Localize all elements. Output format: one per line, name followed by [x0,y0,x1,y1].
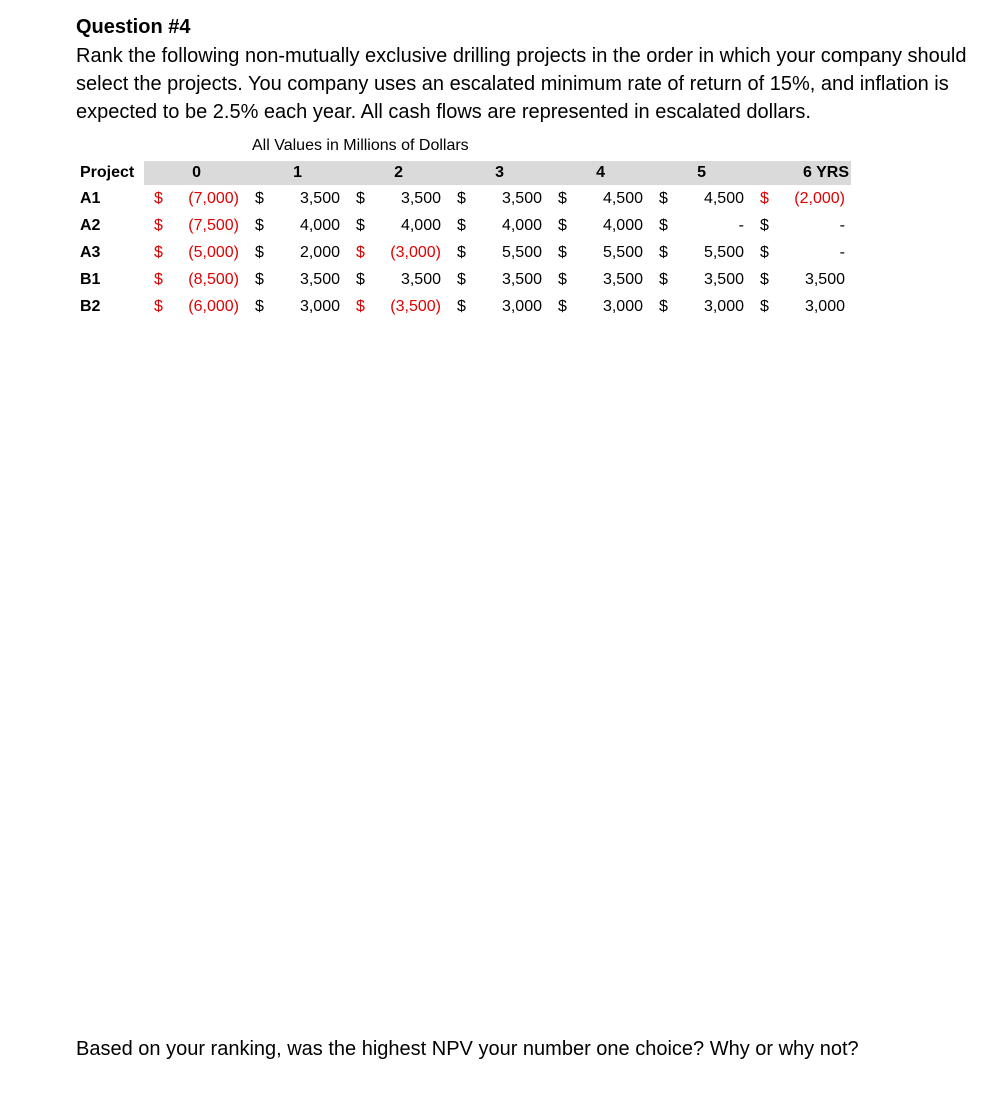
cash-flow-cell [649,239,750,266]
project-id: A3 [80,243,101,261]
header-year-0: 0 [144,161,245,185]
currency-symbol: $ [457,189,466,207]
currency-symbol: $ [154,270,163,288]
cash-flow-cell [548,266,649,293]
currency-symbol: $ [154,216,163,234]
cash-flow-value: (5,000) [188,243,239,261]
project-id: B1 [80,270,101,288]
header-year-1: 1 [245,161,346,185]
currency-symbol: $ [457,270,466,288]
cash-flow-value: (3,000) [390,243,441,261]
cash-flow-cell [750,293,851,320]
currency-symbol: $ [659,216,668,234]
currency-symbol: $ [356,297,365,315]
cash-flow-value: 4,500 [602,189,643,207]
currency-symbol: $ [356,243,365,261]
currency-symbol: $ [760,243,769,261]
question-body: Rank the following non-mutually exclusive drilling projects in the order in which your company should select the projects. You company uses an escalated minimum rate of return of 15%, and inflation is expected to be 2.5% each year. All cash flows are represented in escalated dollars. [76,45,967,123]
currency-symbol: $ [255,216,264,234]
currency-symbol: $ [154,243,163,261]
cash-flow-cell [245,293,346,320]
cash-flow-value: - [839,216,845,234]
table-body [80,185,851,320]
header-year-6: 6 YRS [750,161,851,185]
cash-flow-value: (7,000) [188,189,239,207]
cash-flow-cell [750,239,851,266]
cash-flow-cell [245,212,346,239]
followup-question: Based on your ranking, was the highest NPV your number one choice? Why or why not? [76,1038,859,1060]
cash-flow-value: 3,500 [400,270,441,288]
header-year-5: 5 [649,161,750,185]
table-row [80,266,851,293]
cash-flow-cell [750,185,851,212]
cash-flow-cell [649,185,750,212]
cash-flow-cell [649,293,750,320]
cash-flow-cell [144,239,245,266]
cash-flow-value: 3,500 [400,189,441,207]
currency-symbol: $ [154,297,163,315]
cash-flow-cell [245,266,346,293]
cash-flow-value: (2,000) [794,189,845,207]
cash-flow-table [80,161,851,320]
cash-flow-value: 4,000 [400,216,441,234]
cash-flow-cell [144,293,245,320]
cash-flow-cell [447,185,548,212]
currency-symbol: $ [457,243,466,261]
cash-flow-value: 3,000 [602,297,643,315]
header-year-3: 3 [447,161,548,185]
currency-symbol: $ [558,297,567,315]
cash-flow-value: 5,500 [703,243,744,261]
cash-flow-cell [548,293,649,320]
cash-flow-cell [144,185,245,212]
cash-flow-value: (8,500) [188,270,239,288]
table-row [80,212,851,239]
cash-flow-value: 3,000 [501,297,542,315]
cash-flow-cell [750,266,851,293]
units-label: All Values in Millions of Dollars [252,137,469,154]
cash-flow-cell [447,266,548,293]
cash-flow-value: 3,000 [299,297,340,315]
currency-symbol: $ [558,243,567,261]
cash-flow-value: 4,000 [602,216,643,234]
cash-flow-cell [245,239,346,266]
cash-flow-cell [245,185,346,212]
table-row [80,293,851,320]
cash-flow-value: (6,000) [188,297,239,315]
table-row [80,239,851,266]
currency-symbol: $ [154,189,163,207]
currency-symbol: $ [457,297,466,315]
currency-symbol: $ [255,189,264,207]
cash-flow-value: 4,000 [501,216,542,234]
currency-symbol: $ [659,189,668,207]
currency-symbol: $ [255,270,264,288]
project-id: B2 [80,297,101,315]
currency-symbol: $ [659,270,668,288]
cash-flow-value: 3,500 [501,189,542,207]
currency-symbol: $ [659,243,668,261]
cash-flow-cell [649,266,750,293]
header-year-4: 4 [548,161,649,185]
cash-flow-cell [144,212,245,239]
table-header-row [80,161,851,185]
cash-flow-value: 4,500 [703,189,744,207]
currency-symbol: $ [659,297,668,315]
cash-flow-value: 5,500 [602,243,643,261]
cash-flow-cell [447,239,548,266]
cash-flow-cell [346,293,447,320]
project-id: A2 [80,216,101,234]
cash-flow-value: 3,500 [703,270,744,288]
cash-flow-cell [447,293,548,320]
currency-symbol: $ [558,216,567,234]
cash-flow-cell [548,185,649,212]
cash-flow-value: - [839,243,845,261]
cash-flow-value: 3,500 [501,270,542,288]
cash-flow-value: 3,000 [804,297,845,315]
cash-flow-cell [346,185,447,212]
cash-flow-cell [548,212,649,239]
cash-flow-value: 2,000 [299,243,340,261]
header-year-2: 2 [346,161,447,185]
currency-symbol: $ [760,189,769,207]
currency-symbol: $ [760,216,769,234]
currency-symbol: $ [255,297,264,315]
cash-flow-value: (7,500) [188,216,239,234]
cash-flow-cell [447,212,548,239]
cash-flow-cell [144,266,245,293]
currency-symbol: $ [356,270,365,288]
cash-flow-value: 3,500 [602,270,643,288]
cash-flow-value: 3,500 [299,270,340,288]
currency-symbol: $ [356,216,365,234]
cash-flow-cell [649,212,750,239]
cash-flow-value: 3,500 [299,189,340,207]
cash-flow-value: 4,000 [299,216,340,234]
currency-symbol: $ [760,297,769,315]
cash-flow-value: (3,500) [390,297,441,315]
currency-symbol: $ [760,270,769,288]
question-title: Question #4 [76,16,191,38]
cash-flow-value: 3,000 [703,297,744,315]
cash-flow-value: 5,500 [501,243,542,261]
cash-flow-cell [346,239,447,266]
currency-symbol: $ [356,189,365,207]
header-project: Project [80,164,135,181]
currency-symbol: $ [558,189,567,207]
currency-symbol: $ [558,270,567,288]
currency-symbol: $ [255,243,264,261]
table-row [80,185,851,212]
cash-flow-cell [548,239,649,266]
cash-flow-cell [750,212,851,239]
project-id: A1 [80,189,101,207]
cash-flow-value: - [738,216,744,234]
cash-flow-cell [346,266,447,293]
currency-symbol: $ [457,216,466,234]
cash-flow-cell [346,212,447,239]
cash-flow-value: 3,500 [804,270,845,288]
